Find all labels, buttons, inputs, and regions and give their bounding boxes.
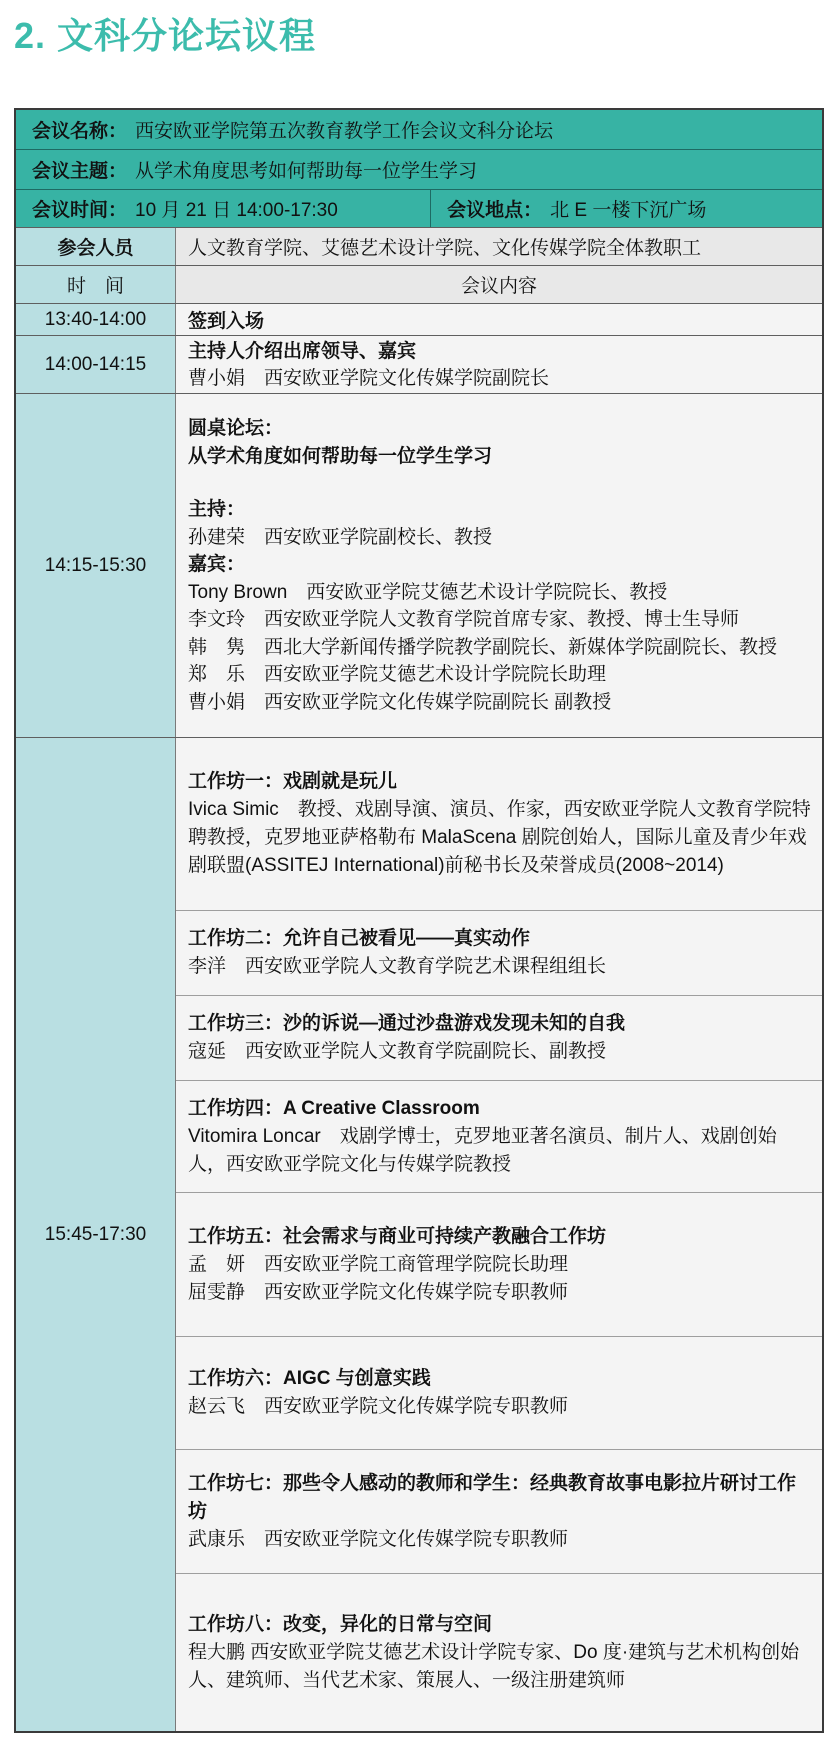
guest-item: Tony Brown 西安欧亚学院艾德艺术设计学院院长、教授	[188, 581, 668, 603]
intro-title: 主持人介绍出席领导、嘉宾	[188, 340, 417, 362]
meeting-location-cell	[431, 190, 822, 227]
workshop-presenter: 程大鹏 西安欧亚学院艾德艺术设计学院专家、Do 度·建筑与艺术机构创始人、建筑师、当代艺术家、策展人、一级注册建筑师	[188, 1641, 800, 1691]
guest-item: 李文玲 西安欧亚学院人文教育学院首席专家、教授、博士生导师	[188, 609, 740, 630]
workshop-title: 工作坊三：沙的诉说—通过沙盘游戏发现未知的自我	[188, 1013, 626, 1034]
guest-item: 曹小娟 西安欧亚学院文化传媒学院副院长 副教授	[188, 691, 612, 713]
signin-time: 13:40-14:00	[16, 304, 176, 335]
attendees-row	[16, 227, 822, 265]
workshop-presenter: Ivica Simic 教授、戏剧导演、演员、作家，西安欧亚学院人文教育学院特聘教授，克罗地亚萨格勒布 MalaScena 剧院创始人，国际儿童及青少年戏剧联盟(ASSITEJ International)前秘书长及荣誉成员(2008~2014)	[188, 799, 811, 876]
column-header-row	[16, 265, 822, 303]
meeting-time-value: 10 月 21 日 14:00-17:30	[135, 200, 338, 221]
meeting-topic-value: 从学术角度思考如何帮助每一位学生学习	[135, 161, 478, 182]
intro-presenter: 曹小娟 西安欧亚学院文化传媒学院副院长	[188, 367, 550, 389]
attendees-value: 人文教育学院、艾德艺术设计学院、文化传媒学院全体教职工	[176, 228, 822, 265]
workshops-time: 15:45-17:30	[16, 738, 176, 1731]
guest-item: 郑 乐 西安欧亚学院艾德艺术设计学院院长助理	[188, 664, 607, 685]
meeting-time-cell	[16, 190, 431, 227]
signin-title: 签到入场	[176, 304, 822, 335]
intro-time: 14:00-14:15	[16, 336, 176, 393]
workshop-presenter: 李洋 西安欧亚学院人文教育学院艺术课程组组长	[188, 956, 607, 977]
meeting-name-row	[16, 110, 822, 150]
workshop-title: 工作坊一：戏剧就是玩儿	[188, 771, 398, 792]
workshop-block	[176, 1080, 822, 1192]
meeting-topic-row	[16, 150, 822, 190]
workshop-block	[176, 1336, 822, 1449]
workshop-presenter: 寇延 西安欧亚学院人文教育学院副院长、副教授	[188, 1041, 607, 1062]
workshop-title: 工作坊二：允许自己被看见——真实动作	[188, 928, 531, 949]
time-column-header: 时 间	[16, 266, 176, 303]
intro-content	[176, 336, 822, 393]
guest-label: 嘉宾：	[188, 554, 246, 575]
roundtable-content	[176, 394, 822, 737]
workshop-presenter: 孟 妍 西安欧亚学院工商管理学院院长助理	[188, 1253, 569, 1275]
workshop-block	[176, 1192, 822, 1336]
workshop-block	[176, 1449, 822, 1573]
schedule-row-signin	[16, 303, 822, 335]
schedule-row-roundtable	[16, 393, 822, 737]
host-name: 孙建荣 西安欧亚学院副校长、教授	[188, 526, 493, 548]
workshop-block	[176, 738, 822, 910]
meeting-topic-label: 会议主题：	[32, 161, 128, 182]
workshop-presenter: 屈雯静 西安欧亚学院文化传媒学院专职教师	[188, 1281, 569, 1303]
workshop-title: 工作坊六：AIGC 与创意实践	[188, 1368, 431, 1389]
roundtable-subheading: 从学术角度如何帮助每一位学生学习	[188, 445, 493, 467]
workshop-block	[176, 1573, 822, 1731]
workshop-title: 工作坊七：那些令人感动的教师和学生：经典教育故事电影拉片研讨工作坊	[188, 1472, 797, 1522]
page-title: 2. 文科分论坛议程	[14, 15, 317, 56]
roundtable-time: 14:15-15:30	[16, 394, 176, 737]
workshop-title: 工作坊五：社会需求与商业可持续产教融合工作坊	[188, 1225, 607, 1247]
workshop-block	[176, 910, 822, 995]
meeting-location-value: 北 E 一楼下沉广场	[550, 200, 707, 221]
workshop-block	[176, 995, 822, 1080]
meeting-name-value: 西安欧亚学院第五次教育教学工作会议文科分论坛	[135, 121, 554, 142]
meeting-location-label: 会议地点：	[447, 200, 543, 221]
meeting-name-label: 会议名称：	[32, 121, 128, 142]
content-column-header: 会议内容	[176, 266, 822, 303]
schedule-row-intro	[16, 335, 822, 393]
workshop-title: 工作坊八：改变，异化的日常与空间	[188, 1613, 493, 1635]
meeting-time-location-row	[16, 190, 822, 227]
workshop-title: 工作坊四：A Creative Classroom	[188, 1097, 480, 1119]
schedule-row-workshops	[16, 737, 822, 1731]
agenda-table	[14, 108, 824, 1733]
workshop-presenter: Vitomira Loncar 戏剧学博士，克罗地亚著名演员、制片人、戏剧创始人，西安欧亚学院文化与传媒学院教授	[188, 1125, 777, 1175]
attendees-label: 参会人员	[16, 228, 176, 265]
host-label: 主持：	[188, 499, 246, 520]
meeting-time-label: 会议时间：	[32, 200, 128, 221]
workshops-content	[176, 738, 822, 1731]
workshop-presenter: 赵云飞 西安欧亚学院文化传媒学院专职教师	[188, 1396, 569, 1417]
roundtable-heading: 圆桌论坛：	[188, 418, 284, 439]
guest-item: 韩 隽 西北大学新闻传播学院教学副院长、新媒体学院副院长、教授	[188, 636, 778, 658]
workshop-presenter: 武康乐 西安欧亚学院文化传媒学院专职教师	[188, 1528, 569, 1550]
